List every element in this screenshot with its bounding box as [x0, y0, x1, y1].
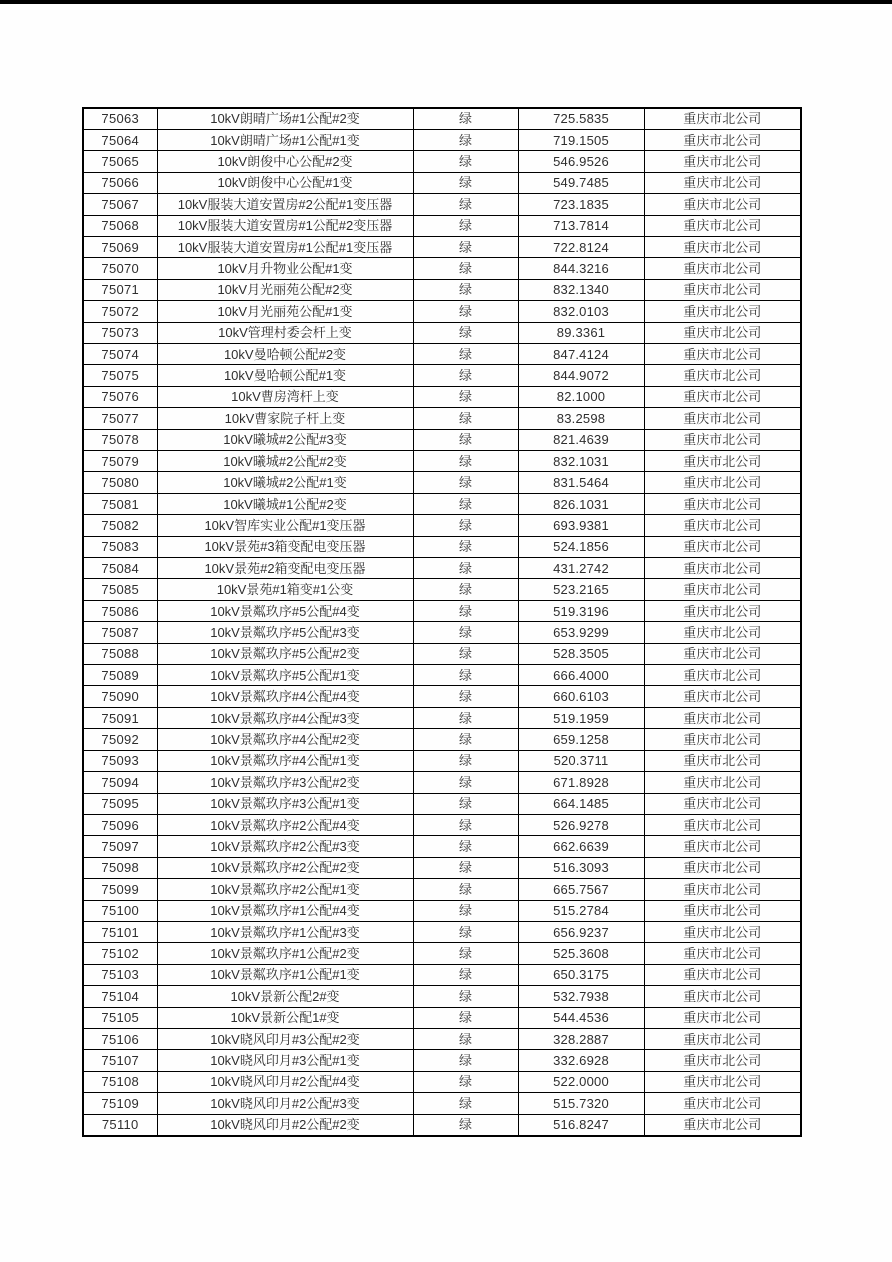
table-container [82, 107, 800, 1137]
cell-value: 844.9072 [518, 365, 644, 386]
cell-status: 绿 [413, 772, 518, 793]
table-row [83, 279, 801, 300]
table-row [83, 194, 801, 215]
cell-status: 绿 [413, 194, 518, 215]
cell-id: 75086 [83, 600, 157, 621]
cell-value: 519.1959 [518, 707, 644, 728]
cell-value: 522.0000 [518, 1071, 644, 1092]
cell-id: 75106 [83, 1028, 157, 1049]
table-row [83, 857, 801, 878]
cell-name: 10kV景粼玖序#4公配#2变 [157, 729, 413, 750]
cell-name: 10kV晓风印月#2公配#3变 [157, 1093, 413, 1114]
cell-name: 10kV月升物业公配#1变 [157, 258, 413, 279]
cell-name: 10kV景粼玖序#3公配#1变 [157, 793, 413, 814]
cell-name: 10kV曦城#2公配#2变 [157, 451, 413, 472]
cell-status: 绿 [413, 279, 518, 300]
table-row [83, 558, 801, 579]
cell-value: 665.7567 [518, 879, 644, 900]
cell-company: 重庆市北公司 [644, 558, 801, 579]
cell-company: 重庆市北公司 [644, 429, 801, 450]
table-row [83, 579, 801, 600]
cell-value: 722.8124 [518, 236, 644, 257]
cell-company: 重庆市北公司 [644, 750, 801, 771]
cell-id: 75090 [83, 686, 157, 707]
table-row [83, 536, 801, 557]
cell-status: 绿 [413, 600, 518, 621]
cell-status: 绿 [413, 472, 518, 493]
table-row [83, 429, 801, 450]
cell-value: 515.2784 [518, 900, 644, 921]
cell-value: 89.3361 [518, 322, 644, 343]
cell-company: 重庆市北公司 [644, 365, 801, 386]
cell-status: 绿 [413, 579, 518, 600]
cell-id: 75091 [83, 707, 157, 728]
cell-name: 10kV曦城#2公配#3变 [157, 429, 413, 450]
table-row [83, 772, 801, 793]
cell-id: 75071 [83, 279, 157, 300]
table-row [83, 129, 801, 150]
cell-name: 10kV景粼玖序#2公配#3变 [157, 836, 413, 857]
table-row [83, 151, 801, 172]
cell-value: 328.2887 [518, 1028, 644, 1049]
cell-name: 10kV晓风印月#3公配#2变 [157, 1028, 413, 1049]
cell-name: 10kV景苑#3箱变配电变压器 [157, 536, 413, 557]
cell-company: 重庆市北公司 [644, 707, 801, 728]
cell-id: 75074 [83, 343, 157, 364]
cell-status: 绿 [413, 258, 518, 279]
cell-value: 723.1835 [518, 194, 644, 215]
cell-company: 重庆市北公司 [644, 386, 801, 407]
cell-name: 10kV曦城#1公配#2变 [157, 493, 413, 514]
cell-id: 75076 [83, 386, 157, 407]
cell-status: 绿 [413, 793, 518, 814]
cell-value: 832.1031 [518, 451, 644, 472]
cell-value: 832.1340 [518, 279, 644, 300]
cell-id: 75092 [83, 729, 157, 750]
table-row [83, 215, 801, 236]
cell-name: 10kV景苑#2箱变配电变压器 [157, 558, 413, 579]
cell-status: 绿 [413, 536, 518, 557]
cell-name: 10kV晓风印月#2公配#4变 [157, 1071, 413, 1092]
cell-company: 重庆市北公司 [644, 1050, 801, 1071]
cell-company: 重庆市北公司 [644, 536, 801, 557]
table-row [83, 964, 801, 985]
cell-id: 75083 [83, 536, 157, 557]
cell-id: 75107 [83, 1050, 157, 1071]
table-row [83, 108, 801, 129]
cell-name: 10kV景粼玖序#5公配#2变 [157, 643, 413, 664]
cell-company: 重庆市北公司 [644, 964, 801, 985]
table-row [83, 750, 801, 771]
cell-name: 10kV景粼玖序#2公配#4变 [157, 814, 413, 835]
cell-name: 10kV曼哈顿公配#2变 [157, 343, 413, 364]
cell-status: 绿 [413, 729, 518, 750]
cell-value: 826.1031 [518, 493, 644, 514]
cell-id: 75063 [83, 108, 157, 129]
cell-value: 82.1000 [518, 386, 644, 407]
cell-id: 75080 [83, 472, 157, 493]
cell-name: 10kV景粼玖序#3公配#2变 [157, 772, 413, 793]
cell-id: 75085 [83, 579, 157, 600]
cell-name: 10kV朗晴广场#1公配#1变 [157, 129, 413, 150]
cell-id: 75093 [83, 750, 157, 771]
cell-id: 75078 [83, 429, 157, 450]
cell-id: 75088 [83, 643, 157, 664]
data-table [82, 107, 802, 1137]
cell-id: 75109 [83, 1093, 157, 1114]
table-row [83, 729, 801, 750]
cell-name: 10kV景新公配2#变 [157, 986, 413, 1007]
cell-name: 10kV景粼玖序#4公配#1变 [157, 750, 413, 771]
cell-value: 844.3216 [518, 258, 644, 279]
cell-id: 75068 [83, 215, 157, 236]
cell-company: 重庆市北公司 [644, 836, 801, 857]
cell-value: 544.4536 [518, 1007, 644, 1028]
cell-status: 绿 [413, 750, 518, 771]
cell-id: 75103 [83, 964, 157, 985]
cell-id: 75105 [83, 1007, 157, 1028]
cell-company: 重庆市北公司 [644, 686, 801, 707]
cell-company: 重庆市北公司 [644, 986, 801, 1007]
cell-company: 重庆市北公司 [644, 579, 801, 600]
cell-name: 10kV管理村委会杆上变 [157, 322, 413, 343]
cell-name: 10kV朗俊中心公配#2变 [157, 151, 413, 172]
cell-value: 515.7320 [518, 1093, 644, 1114]
cell-status: 绿 [413, 386, 518, 407]
cell-status: 绿 [413, 236, 518, 257]
cell-status: 绿 [413, 857, 518, 878]
cell-value: 847.4124 [518, 343, 644, 364]
table-row [83, 172, 801, 193]
cell-value: 693.9381 [518, 515, 644, 536]
cell-value: 662.6639 [518, 836, 644, 857]
cell-id: 75075 [83, 365, 157, 386]
cell-id: 75070 [83, 258, 157, 279]
cell-status: 绿 [413, 986, 518, 1007]
table-row [83, 1007, 801, 1028]
scan-edge-top [0, 0, 892, 4]
cell-name: 10kV景粼玖序#5公配#1变 [157, 665, 413, 686]
cell-status: 绿 [413, 408, 518, 429]
cell-status: 绿 [413, 429, 518, 450]
table-row [83, 515, 801, 536]
table-row [83, 365, 801, 386]
cell-status: 绿 [413, 215, 518, 236]
cell-company: 重庆市北公司 [644, 1114, 801, 1135]
cell-value: 656.9237 [518, 921, 644, 942]
cell-name: 10kV景新公配1#变 [157, 1007, 413, 1028]
cell-id: 75069 [83, 236, 157, 257]
cell-value: 516.8247 [518, 1114, 644, 1135]
cell-company: 重庆市北公司 [644, 1071, 801, 1092]
cell-company: 重庆市北公司 [644, 600, 801, 621]
cell-value: 671.8928 [518, 772, 644, 793]
cell-status: 绿 [413, 493, 518, 514]
cell-name: 10kV景粼玖序#1公配#2变 [157, 943, 413, 964]
cell-status: 绿 [413, 108, 518, 129]
cell-status: 绿 [413, 1028, 518, 1049]
cell-name: 10kV服装大道安置房#2公配#1变压器 [157, 194, 413, 215]
cell-name: 10kV景粼玖序#2公配#1变 [157, 879, 413, 900]
cell-id: 75081 [83, 493, 157, 514]
cell-id: 75110 [83, 1114, 157, 1135]
cell-company: 重庆市北公司 [644, 622, 801, 643]
table-row [83, 600, 801, 621]
cell-value: 525.3608 [518, 943, 644, 964]
table-row [83, 643, 801, 664]
cell-status: 绿 [413, 643, 518, 664]
table-row [83, 236, 801, 257]
table-row [83, 1114, 801, 1135]
cell-status: 绿 [413, 1071, 518, 1092]
cell-name: 10kV景苑#1箱变#1公变 [157, 579, 413, 600]
cell-status: 绿 [413, 1093, 518, 1114]
cell-status: 绿 [413, 943, 518, 964]
cell-company: 重庆市北公司 [644, 665, 801, 686]
cell-id: 75095 [83, 793, 157, 814]
cell-id: 75072 [83, 301, 157, 322]
table-row [83, 836, 801, 857]
cell-company: 重庆市北公司 [644, 472, 801, 493]
cell-name: 10kV月光丽苑公配#1变 [157, 301, 413, 322]
cell-id: 75084 [83, 558, 157, 579]
cell-id: 75067 [83, 194, 157, 215]
cell-status: 绿 [413, 665, 518, 686]
cell-value: 332.6928 [518, 1050, 644, 1071]
cell-name: 10kV曼哈顿公配#1变 [157, 365, 413, 386]
cell-company: 重庆市北公司 [644, 900, 801, 921]
cell-company: 重庆市北公司 [644, 236, 801, 257]
cell-id: 75082 [83, 515, 157, 536]
cell-company: 重庆市北公司 [644, 772, 801, 793]
cell-company: 重庆市北公司 [644, 1028, 801, 1049]
cell-company: 重庆市北公司 [644, 172, 801, 193]
cell-id: 75094 [83, 772, 157, 793]
cell-name: 10kV景粼玖序#1公配#4变 [157, 900, 413, 921]
cell-company: 重庆市北公司 [644, 194, 801, 215]
cell-name: 10kV月光丽苑公配#2变 [157, 279, 413, 300]
cell-value: 520.3711 [518, 750, 644, 771]
table-row [83, 707, 801, 728]
table-row [83, 451, 801, 472]
cell-status: 绿 [413, 172, 518, 193]
cell-company: 重庆市北公司 [644, 451, 801, 472]
cell-value: 832.0103 [518, 301, 644, 322]
cell-id: 75100 [83, 900, 157, 921]
cell-company: 重庆市北公司 [644, 921, 801, 942]
cell-name: 10kV朗俊中心公配#1变 [157, 172, 413, 193]
table-row [83, 322, 801, 343]
cell-value: 516.3093 [518, 857, 644, 878]
cell-status: 绿 [413, 1050, 518, 1071]
cell-company: 重庆市北公司 [644, 814, 801, 835]
cell-value: 650.3175 [518, 964, 644, 985]
cell-status: 绿 [413, 836, 518, 857]
cell-status: 绿 [413, 1007, 518, 1028]
cell-company: 重庆市北公司 [644, 322, 801, 343]
cell-id: 75098 [83, 857, 157, 878]
cell-value: 546.9526 [518, 151, 644, 172]
table-row [83, 943, 801, 964]
table-row [83, 408, 801, 429]
cell-name: 10kV景粼玖序#4公配#4变 [157, 686, 413, 707]
cell-status: 绿 [413, 686, 518, 707]
cell-value: 528.3505 [518, 643, 644, 664]
cell-company: 重庆市北公司 [644, 151, 801, 172]
table-row [83, 301, 801, 322]
table-body [83, 108, 801, 1136]
cell-value: 532.7938 [518, 986, 644, 1007]
cell-company: 重庆市北公司 [644, 793, 801, 814]
table-row [83, 793, 801, 814]
cell-company: 重庆市北公司 [644, 729, 801, 750]
cell-id: 75097 [83, 836, 157, 857]
cell-status: 绿 [413, 451, 518, 472]
cell-company: 重庆市北公司 [644, 279, 801, 300]
cell-name: 10kV景粼玖序#5公配#4变 [157, 600, 413, 621]
cell-value: 831.5464 [518, 472, 644, 493]
cell-company: 重庆市北公司 [644, 215, 801, 236]
cell-name: 10kV景粼玖序#2公配#2变 [157, 857, 413, 878]
cell-id: 75096 [83, 814, 157, 835]
cell-status: 绿 [413, 921, 518, 942]
cell-value: 713.7814 [518, 215, 644, 236]
table-row [83, 258, 801, 279]
cell-id: 75087 [83, 622, 157, 643]
cell-company: 重庆市北公司 [644, 943, 801, 964]
cell-name: 10kV晓风印月#2公配#2变 [157, 1114, 413, 1135]
table-row [83, 343, 801, 364]
cell-name: 10kV曦城#2公配#1变 [157, 472, 413, 493]
cell-id: 75066 [83, 172, 157, 193]
cell-status: 绿 [413, 900, 518, 921]
table-row [83, 921, 801, 942]
cell-status: 绿 [413, 129, 518, 150]
cell-status: 绿 [413, 707, 518, 728]
cell-name: 10kV智库实业公配#1变压器 [157, 515, 413, 536]
cell-status: 绿 [413, 814, 518, 835]
cell-name: 10kV服装大道安置房#1公配#2变压器 [157, 215, 413, 236]
cell-company: 重庆市北公司 [644, 1007, 801, 1028]
cell-company: 重庆市北公司 [644, 879, 801, 900]
cell-id: 75104 [83, 986, 157, 1007]
cell-company: 重庆市北公司 [644, 301, 801, 322]
cell-name: 10kV景粼玖序#1公配#1变 [157, 964, 413, 985]
cell-id: 75101 [83, 921, 157, 942]
cell-status: 绿 [413, 964, 518, 985]
table-row [83, 686, 801, 707]
table-row [83, 1050, 801, 1071]
cell-company: 重庆市北公司 [644, 129, 801, 150]
cell-value: 719.1505 [518, 129, 644, 150]
cell-status: 绿 [413, 879, 518, 900]
cell-value: 653.9299 [518, 622, 644, 643]
cell-value: 523.2165 [518, 579, 644, 600]
table-row [83, 900, 801, 921]
table-row [83, 493, 801, 514]
cell-status: 绿 [413, 151, 518, 172]
table-row [83, 622, 801, 643]
cell-company: 重庆市北公司 [644, 258, 801, 279]
table-row [83, 1093, 801, 1114]
cell-value: 660.6103 [518, 686, 644, 707]
cell-name: 10kV曹家院子杆上变 [157, 408, 413, 429]
cell-company: 重庆市北公司 [644, 643, 801, 664]
cell-value: 519.3196 [518, 600, 644, 621]
table-row [83, 879, 801, 900]
cell-name: 10kV晓风印月#3公配#1变 [157, 1050, 413, 1071]
cell-id: 75099 [83, 879, 157, 900]
cell-status: 绿 [413, 1114, 518, 1135]
cell-status: 绿 [413, 365, 518, 386]
cell-value: 664.1485 [518, 793, 644, 814]
table-row [83, 665, 801, 686]
cell-company: 重庆市北公司 [644, 1093, 801, 1114]
table-row [83, 814, 801, 835]
table-row [83, 1071, 801, 1092]
cell-name: 10kV景粼玖序#1公配#3变 [157, 921, 413, 942]
cell-value: 725.5835 [518, 108, 644, 129]
cell-company: 重庆市北公司 [644, 108, 801, 129]
cell-company: 重庆市北公司 [644, 857, 801, 878]
cell-status: 绿 [413, 301, 518, 322]
cell-id: 75079 [83, 451, 157, 472]
cell-id: 75108 [83, 1071, 157, 1092]
cell-value: 431.2742 [518, 558, 644, 579]
cell-value: 526.9278 [518, 814, 644, 835]
cell-name: 10kV曹房湾杆上变 [157, 386, 413, 407]
cell-id: 75064 [83, 129, 157, 150]
cell-name: 10kV朗晴广场#1公配#2变 [157, 108, 413, 129]
cell-status: 绿 [413, 558, 518, 579]
cell-status: 绿 [413, 515, 518, 536]
cell-company: 重庆市北公司 [644, 515, 801, 536]
cell-name: 10kV服装大道安置房#1公配#1变压器 [157, 236, 413, 257]
cell-id: 75073 [83, 322, 157, 343]
cell-value: 524.1856 [518, 536, 644, 557]
cell-id: 75102 [83, 943, 157, 964]
cell-status: 绿 [413, 622, 518, 643]
cell-value: 821.4639 [518, 429, 644, 450]
table-row [83, 386, 801, 407]
cell-value: 659.1258 [518, 729, 644, 750]
cell-company: 重庆市北公司 [644, 493, 801, 514]
cell-name: 10kV景粼玖序#5公配#3变 [157, 622, 413, 643]
cell-status: 绿 [413, 322, 518, 343]
cell-id: 75077 [83, 408, 157, 429]
cell-id: 75089 [83, 665, 157, 686]
table-row [83, 986, 801, 1007]
cell-company: 重庆市北公司 [644, 408, 801, 429]
cell-status: 绿 [413, 343, 518, 364]
table-row [83, 472, 801, 493]
cell-value: 83.2598 [518, 408, 644, 429]
cell-value: 549.7485 [518, 172, 644, 193]
table-row [83, 1028, 801, 1049]
cell-value: 666.4000 [518, 665, 644, 686]
cell-id: 75065 [83, 151, 157, 172]
cell-name: 10kV景粼玖序#4公配#3变 [157, 707, 413, 728]
cell-company: 重庆市北公司 [644, 343, 801, 364]
